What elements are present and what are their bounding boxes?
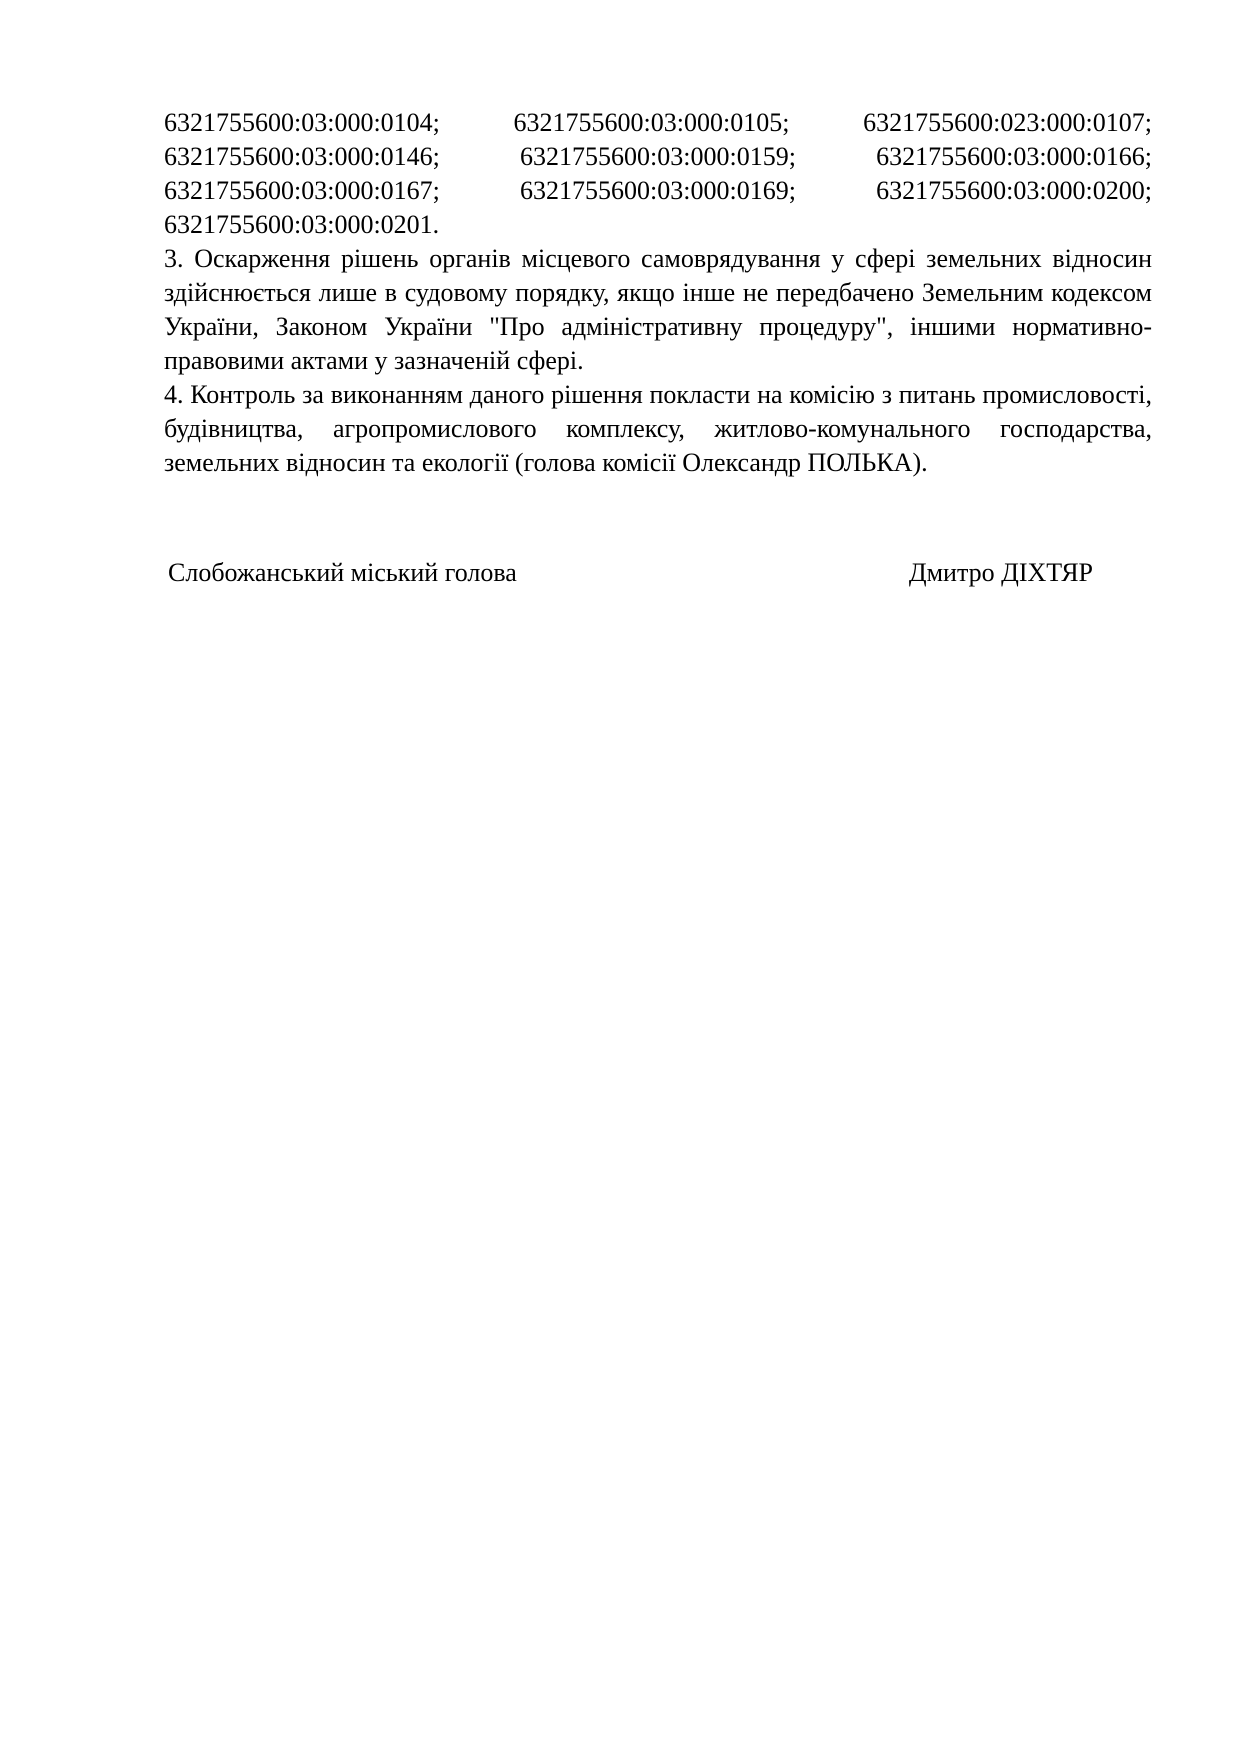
paragraph-line: земельних відносин та екології (голова комісії Олександр ПОЛЬКА). <box>164 448 928 477</box>
cadastral-row <box>164 106 1152 140</box>
cadastral-row <box>164 140 1152 174</box>
cadastral-number: 6321755600:03:000:0167; <box>164 176 440 205</box>
paragraph-line: здійснюється лише в судовому порядку, якщо інше не передбачено Земельним кодексом <box>164 278 1152 307</box>
document-body <box>0 0 1240 590</box>
cadastral-number: 6321755600:03:000:0146; <box>164 142 440 171</box>
paragraph-line: України, Законом України "Про адміністративну процедуру", іншими нормативно- <box>164 312 1152 341</box>
cadastral-number: 6321755600:03:000:0104; <box>164 108 440 137</box>
signature-title: Слобожанський міський голова <box>168 558 517 587</box>
paragraph-line: 4. Контроль за виконанням даного рішення покласти на комісію з питань промисловості, <box>164 380 1152 409</box>
paragraph-line: будівництва, агропромислового комплексу, житлово-комунального господарства, <box>164 414 1152 443</box>
cadastral-row <box>164 174 1152 208</box>
paragraph-4 <box>164 378 1152 480</box>
cadastral-number: 6321755600:03:000:0169; <box>520 176 796 205</box>
paragraph-3 <box>164 242 1152 378</box>
paragraph-line: 3. Оскарження рішень органів місцевого самоврядування у сфері земельних відносин <box>164 244 1152 273</box>
cadastral-number: 6321755600:03:000:0105; <box>513 108 790 137</box>
paragraph-line: правовими актами у зазначеній сфері. <box>164 346 584 375</box>
cadastral-number: 6321755600:023:000:0107; <box>863 108 1152 137</box>
signature-name: Дмитро ДІХТЯР <box>908 558 1093 587</box>
cadastral-number: 6321755600:03:000:0201. <box>164 210 440 239</box>
cadastral-number: 6321755600:03:000:0159; <box>520 142 796 171</box>
cadastral-number: 6321755600:03:000:0200; <box>876 176 1152 205</box>
cadastral-number: 6321755600:03:000:0166; <box>876 142 1152 171</box>
signature-row <box>164 556 1152 590</box>
